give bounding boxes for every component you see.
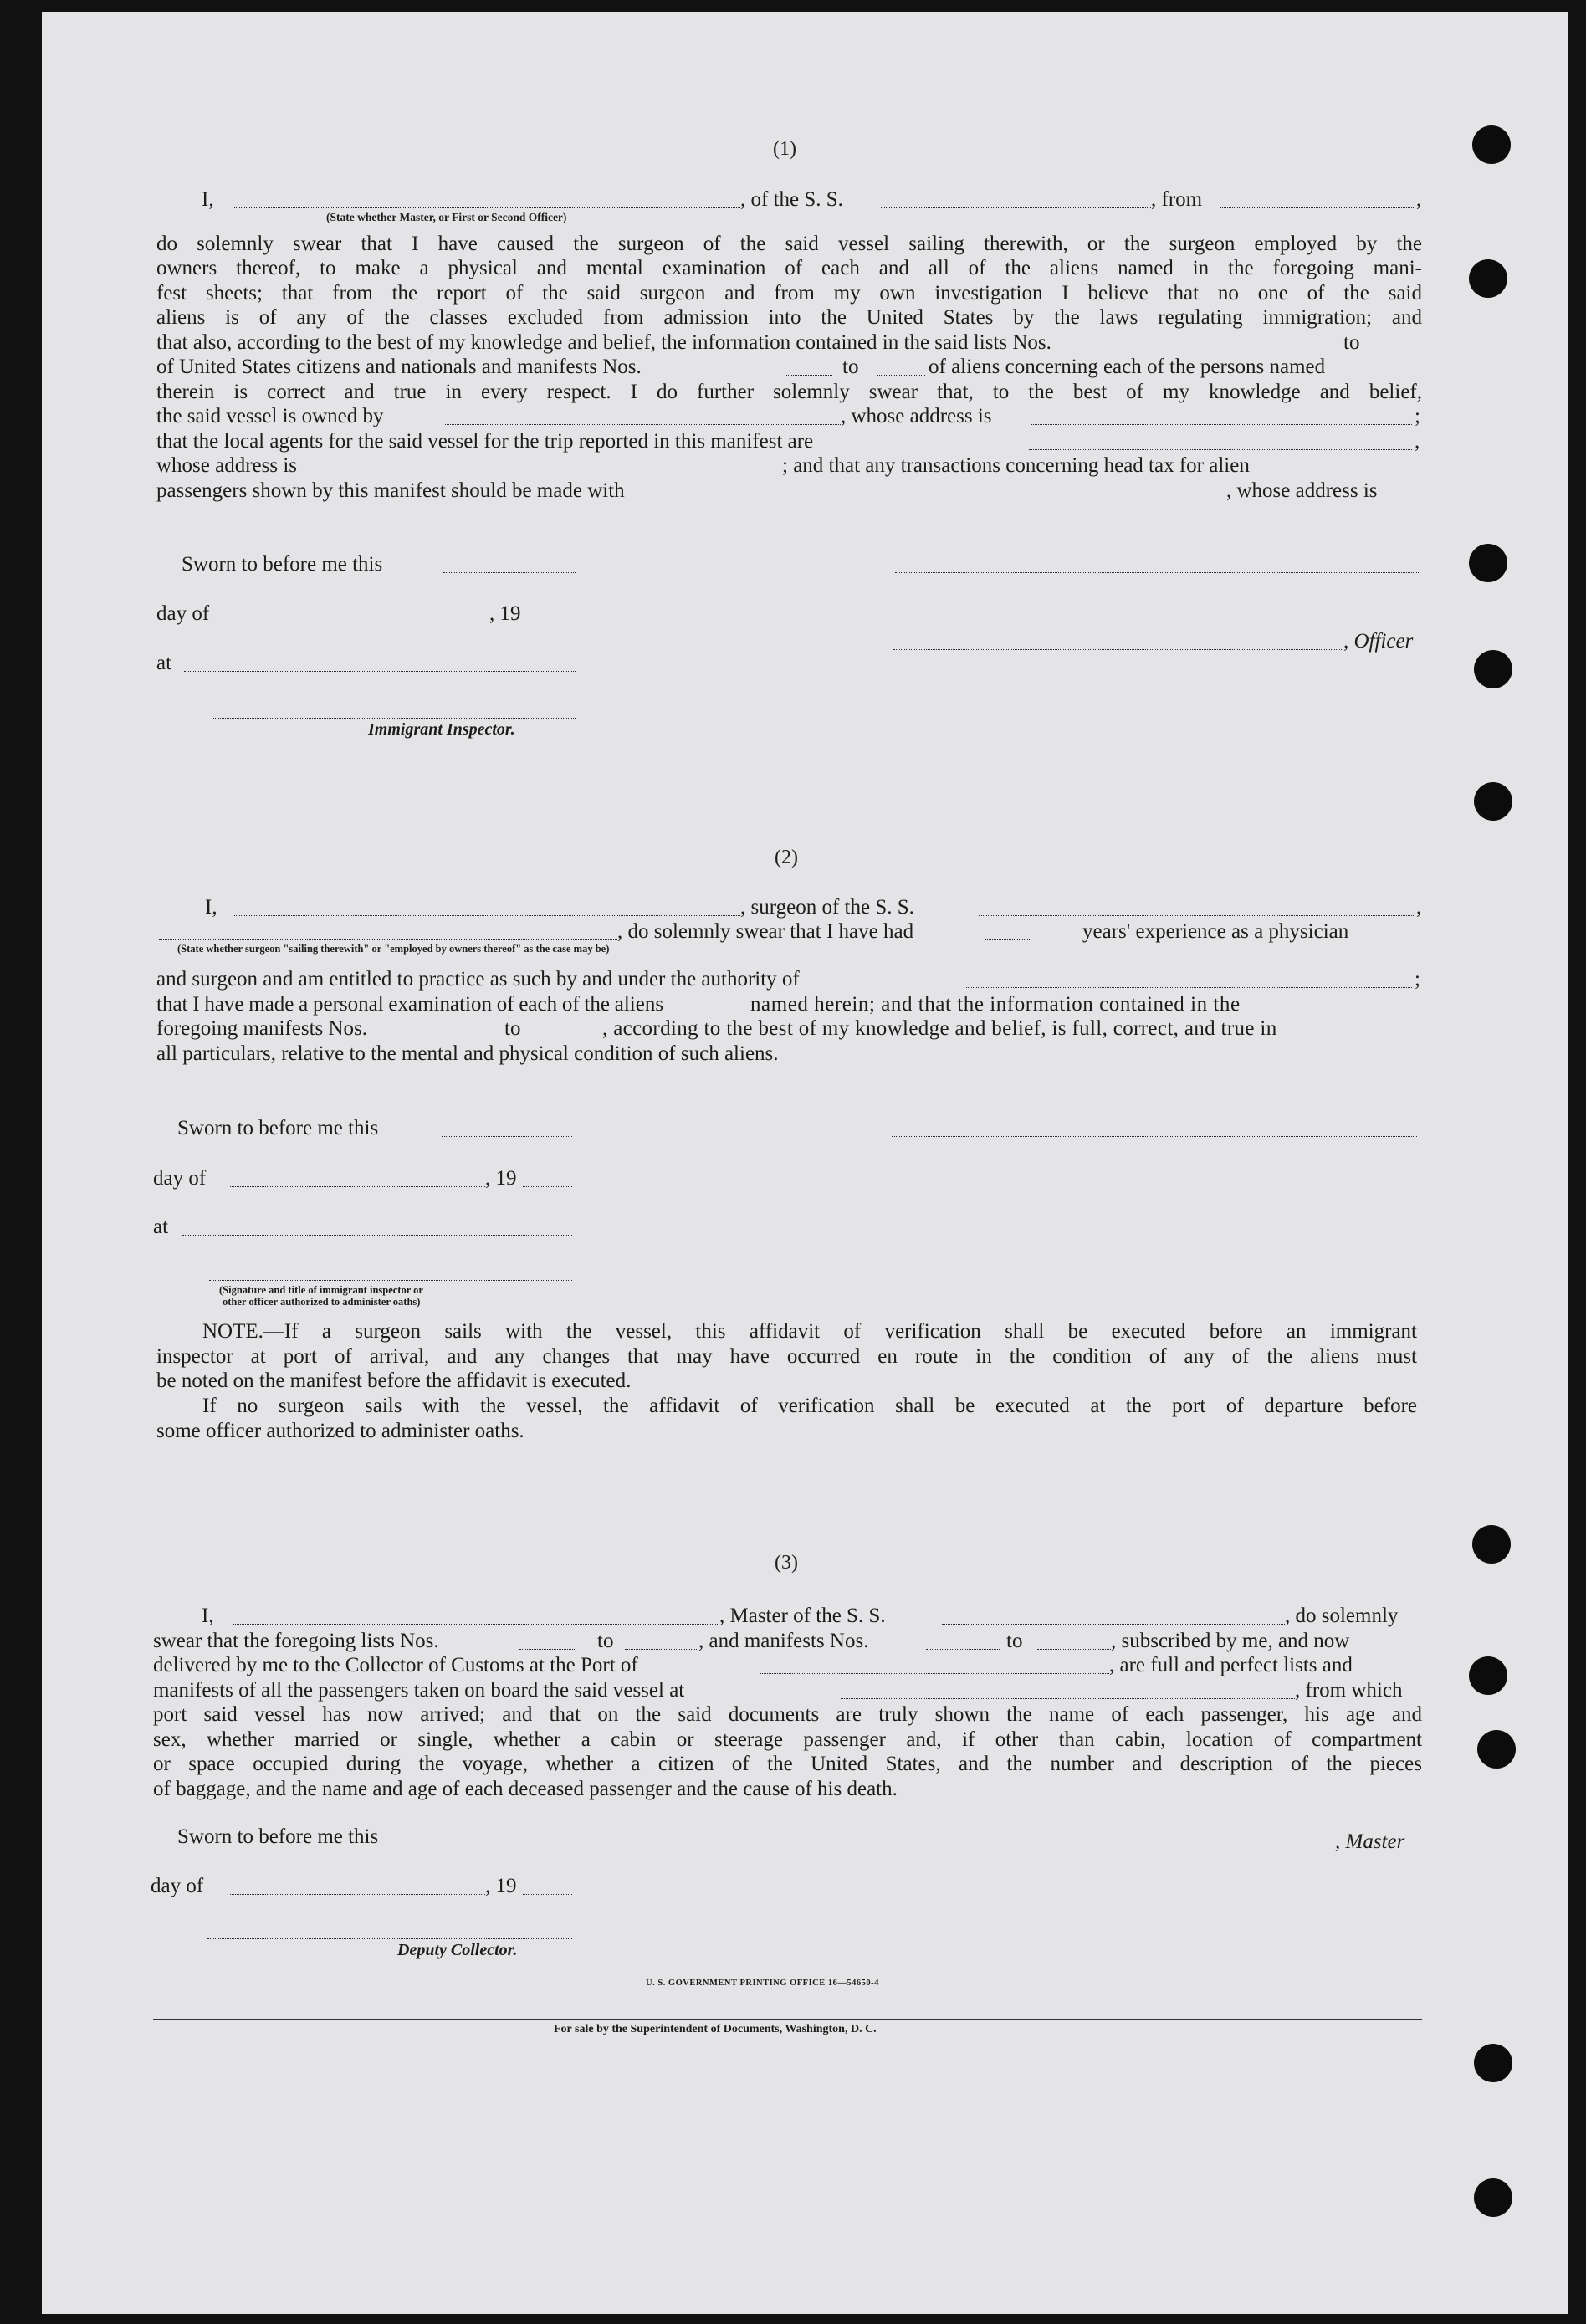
s1-inspector-signature-field[interactable] <box>213 718 576 719</box>
s1-inspector-label: Immigrant Inspector. <box>368 720 515 739</box>
s1-officer-signature-field[interactable] <box>895 572 1419 573</box>
section-2-heading: (2) <box>775 847 798 868</box>
s1-body-line-3: fest sheets; that from the report of the said surgeon and from my own investigation I believe that no one of the said <box>156 282 1422 305</box>
s1-sworn-field[interactable] <box>443 572 576 573</box>
s3-lists-label: swear that the foregoing lists Nos. <box>153 1630 439 1652</box>
s1-line10-a: of United States citizens and nationals and manifests Nos. <box>156 356 642 378</box>
s3-collector-label: Deputy Collector. <box>397 1941 518 1959</box>
master-name-field[interactable] <box>233 1624 719 1625</box>
s2-signature-field[interactable] <box>892 1136 1417 1137</box>
surgeon-name-field[interactable] <box>234 915 740 916</box>
s3-collector-signature-field[interactable] <box>207 1938 572 1939</box>
s3-year-field[interactable] <box>523 1894 572 1895</box>
s1-manifests-from-field[interactable] <box>785 375 832 376</box>
s1-manifests-to-field[interactable] <box>877 375 925 376</box>
s1-owned-by-label: the said vessel is owned by <box>156 405 384 427</box>
s2-manifests-to-label: to <box>504 1017 521 1040</box>
s3-subscribed-text: , subscribed by me, and now <box>1111 1630 1350 1652</box>
s2-sig-note-2: other officer authorized to administer oaths) <box>223 1296 421 1308</box>
s3-manifests-label: , and manifests Nos. <box>698 1630 869 1652</box>
s2-sworn-field[interactable] <box>442 1136 572 1137</box>
s2-line5-c: , according to the best of my knowledge and belief, is full, correct, and true in <box>602 1017 1277 1040</box>
s2-year-label: , 19 <box>485 1167 517 1190</box>
s1-at-label: at <box>156 652 172 674</box>
gpo-imprint: U. S. GOVERNMENT PRINTING OFFICE 16—54650-4 <box>646 1978 879 1988</box>
punch-hole <box>1472 125 1511 164</box>
s3-day-field[interactable] <box>230 1894 485 1895</box>
sale-note: For sale by the Superintendent of Documents, Washington, D. C. <box>554 2023 877 2035</box>
s1-body-line-4: aliens is of any of the classes excluded from admission into the United States by the laws regulating immigration; and <box>156 306 1422 329</box>
s2-at-label: at <box>153 1216 169 1238</box>
punch-hole <box>1477 1730 1516 1769</box>
s1-from-label: , from <box>1151 188 1203 211</box>
punch-hole <box>1474 782 1512 821</box>
s2-note-line-2: inspector at port of arrival, and any changes that may have occurred en route in the condition of any of the aliens must <box>156 1345 1417 1368</box>
s2-manifests-label: foregoing manifests Nos. <box>156 1017 368 1040</box>
s3-manifests-to-label: to <box>1006 1630 1023 1652</box>
s1-officer-field[interactable] <box>893 649 1343 650</box>
punch-hole <box>1474 2044 1512 2082</box>
s1-transactions-label: passengers shown by this manifest should be made with <box>156 479 625 502</box>
s1-line10-c: of aliens concerning each of the persons named <box>929 356 1326 378</box>
s1-owner-address-label: , whose address is <box>841 405 992 427</box>
footer-rule <box>153 2019 1422 2020</box>
s2-surgeon-of-ss-label: , surgeon of the S. S. <box>740 896 914 919</box>
s2-ship-name-field[interactable] <box>979 915 1414 916</box>
s2-line4-b: named herein; and that the information contained in the <box>750 993 1241 1016</box>
s1-line11: therein is correct and true in every respect. I do further solemnly swear that, to the best of my knowledge and belief, <box>156 381 1422 403</box>
s2-note-line-4: If no surgeon sails with the vessel, the affidavit of verification shall be executed at the port of departure before <box>202 1395 1417 1417</box>
s2-sworn-label: Sworn to before me this <box>177 1117 379 1139</box>
s3-body-line-1: port said vessel has now arrived; and that on the said documents are truly shown the name of each passenger, his age and <box>153 1703 1422 1726</box>
s3-port-label: delivered by me to the Collector of Customs at the Port of <box>153 1654 638 1676</box>
s1-year-label: , 19 <box>489 602 521 625</box>
s2-note-line-5: some officer authorized to administer oaths. <box>156 1420 524 1442</box>
ship-name-field[interactable] <box>881 207 1151 208</box>
s2-surgeon-note: (State whether surgeon "sailing therewith" or "employed by owners thereof" as the case may be) <box>177 943 610 955</box>
s1-transactions-address-label: , whose address is <box>1226 479 1378 502</box>
s3-lists-to-label: to <box>597 1630 614 1652</box>
s1-local-agents-label: that the local agents for the said vessel for the trip reported in this manifest are <box>156 430 814 453</box>
s3-master-label: , Master <box>1335 1830 1405 1853</box>
punch-hole <box>1474 2178 1512 2217</box>
s2-swear-text: , do solemnly swear that I have had <box>617 920 914 943</box>
s3-body-line-2: sex, whether married or single, whether a cabin or steerage passenger and, if other than cabin, location of compartment <box>153 1728 1422 1751</box>
s2-sig-note-1: (Signature and title of immigrant inspector or <box>219 1284 423 1296</box>
s3-do-solemnly: , do solemnly <box>1285 1605 1399 1627</box>
s2-comma: , <box>1416 896 1422 919</box>
s3-day-of-label: day of <box>151 1875 204 1897</box>
s3-embark-port-field[interactable] <box>841 1698 1295 1699</box>
s3-body-line-3: or space occupied during the voyage, whether a citizen of the United States, and the number and description of the pieces <box>153 1753 1422 1775</box>
s2-semicolon: ; <box>1415 968 1420 991</box>
s3-port-field[interactable] <box>760 1673 1109 1674</box>
s1-at-field[interactable] <box>184 671 576 672</box>
s1-head-tax-text: ; and that any transactions concerning head tax for alien <box>782 454 1250 477</box>
s1-semicolon: ; <box>1415 405 1420 427</box>
s1-body-line-2: owners thereof, to make a physical and mental examination of each and all of the aliens named in the foregoing mani- <box>156 257 1422 279</box>
authority-field[interactable] <box>966 987 1412 988</box>
s2-experience-text: years' experience as a physician <box>1082 920 1349 943</box>
s1-of-ss-label: , of the S. S. <box>740 188 843 211</box>
s3-manifests-from-field[interactable] <box>926 1649 1000 1650</box>
s2-day-of-label: day of <box>153 1167 207 1190</box>
s2-day-field[interactable] <box>230 1186 485 1187</box>
punch-hole <box>1469 1656 1507 1695</box>
s1-line9-to: to <box>1343 331 1360 354</box>
s3-from-which: , from which <box>1295 1679 1403 1702</box>
s2-inspector-signature-field[interactable] <box>209 1280 572 1281</box>
s1-comma: , <box>1416 188 1422 211</box>
s1-line10-to: to <box>842 356 859 378</box>
punch-hole <box>1469 544 1507 582</box>
punch-hole <box>1474 650 1512 688</box>
s1-day-of-label: day of <box>156 602 210 625</box>
local-agents-field[interactable] <box>1029 449 1412 450</box>
s3-master-of-ss-label: , Master of the S. S. <box>719 1605 886 1627</box>
s3-i-label: I, <box>202 1605 214 1627</box>
years-experience-field[interactable] <box>985 939 1031 940</box>
s3-taken-label: manifests of all the passengers taken on board the said vessel at <box>153 1679 685 1702</box>
s1-agents-address-label: whose address is <box>156 454 298 477</box>
s3-lists-to-field[interactable] <box>625 1649 698 1650</box>
s2-authority-label: and surgeon and am entitled to practice as such by and under the authority of <box>156 968 800 991</box>
s1-sworn-label: Sworn to before me this <box>182 553 383 576</box>
s3-body-line-4: of baggage, and the name and age of each deceased passenger and the cause of his death. <box>153 1778 898 1800</box>
s1-officer-label: , Officer <box>1343 630 1414 653</box>
s1-i-label: I, <box>202 188 214 211</box>
section-1-heading: (1) <box>773 138 796 160</box>
section-3-heading: (3) <box>775 1552 798 1574</box>
s2-at-field[interactable] <box>182 1235 572 1236</box>
s2-year-field[interactable] <box>523 1186 572 1187</box>
s3-sworn-label: Sworn to before me this <box>177 1825 379 1848</box>
s2-line4-a: that I have made a personal examination of each of the aliens <box>156 993 664 1016</box>
surgeon-status-field[interactable] <box>159 939 617 940</box>
s2-line6: all particulars, relative to the mental and physical condition of such aliens. <box>156 1042 779 1065</box>
punch-hole <box>1469 259 1507 298</box>
s3-ship-name-field[interactable] <box>942 1624 1285 1625</box>
s1-line9-a: that also, according to the best of my knowledge and belief, the information contained in the said lists Nos. <box>156 331 1051 354</box>
s1-comma-2: , <box>1415 430 1420 453</box>
s3-manifests-to-field[interactable] <box>1037 1649 1111 1650</box>
s1-officer-note: (State whether Master, or First or Second Officer) <box>326 211 567 223</box>
s1-body-line-1: do solemnly swear that I have caused the surgeon of the said vessel sailing therewith, or the surgeon employed by the <box>156 233 1422 255</box>
s2-note-line-3: be noted on the manifest before the affidavit is executed. <box>156 1369 632 1392</box>
s3-full-perfect-text: , are full and perfect lists and <box>1109 1654 1353 1676</box>
s3-lists-from-field[interactable] <box>519 1649 576 1650</box>
s2-note-line-1: NOTE.—If a surgeon sails with the vessel, this affidavit of verification shall be executed before an immigrant <box>202 1320 1417 1343</box>
s3-year-label: , 19 <box>485 1875 517 1897</box>
owner-address-field[interactable] <box>1031 424 1412 425</box>
from-port-field[interactable] <box>1220 207 1414 208</box>
owner-field[interactable] <box>445 424 841 425</box>
punch-hole <box>1472 1525 1511 1564</box>
s2-i-label: I, <box>205 896 217 919</box>
officer-title-field[interactable] <box>234 207 740 208</box>
